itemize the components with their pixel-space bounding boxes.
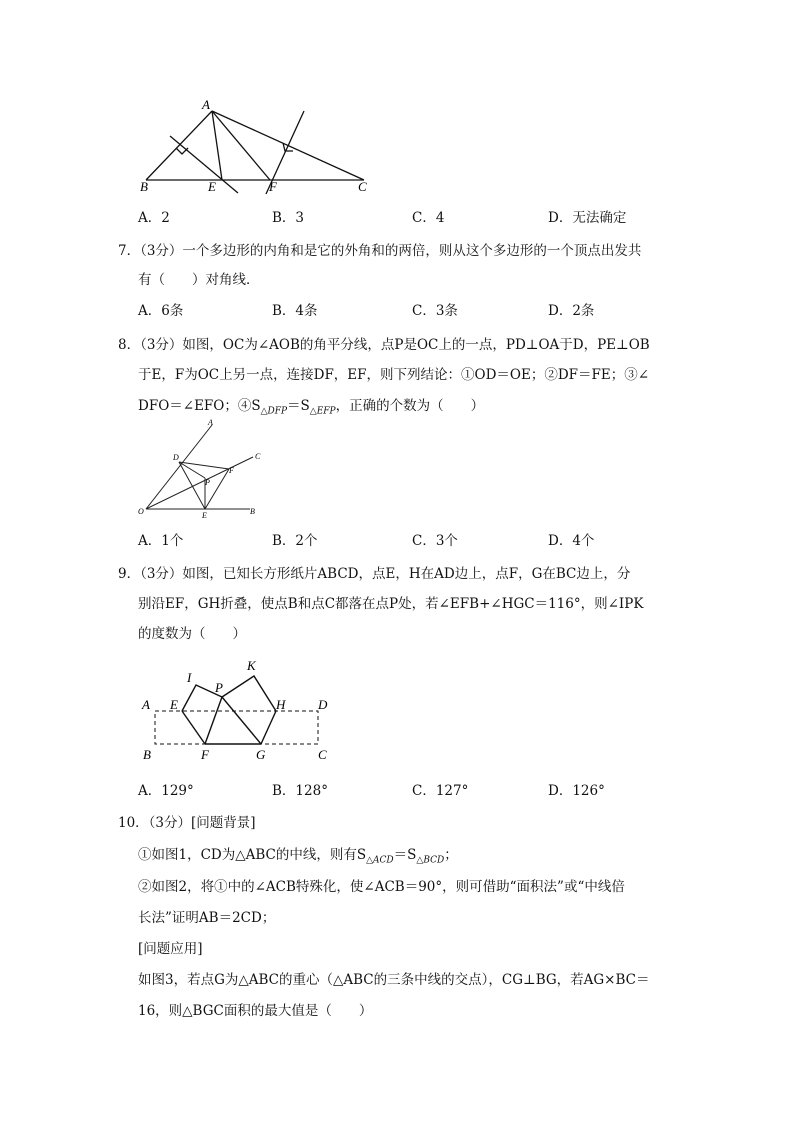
q7-option-a[interactable]: A．6条 — [138, 303, 184, 319]
fig8-label-o: O — [138, 507, 144, 516]
q9-stem-line-1: 9．（3分）如图，已知长方形纸片ABCD，点E，H在AD边上，点F，G在BC边上，分 — [118, 566, 631, 582]
fig8-label-c: C — [255, 452, 261, 461]
fig8-segment-dp — [179, 462, 205, 478]
q10-item1-end: ； — [444, 847, 458, 863]
q6-option-d[interactable]: D．无法确定 — [548, 210, 627, 226]
q7-option-c[interactable]: C．3条 — [412, 303, 458, 319]
q9-stem-line-3: 的度数为（ ） — [138, 626, 246, 642]
q10-subscript-bcd: △BCD — [416, 855, 445, 866]
fig6-segment-ac — [212, 111, 364, 180]
fig8-segment-df — [179, 462, 229, 469]
fig9-label-a: A — [142, 697, 150, 712]
fig9-rectangle-abcd — [155, 711, 318, 744]
q8-line3-start: DFO＝∠EFO；④S — [138, 398, 261, 414]
fig6-label-c: C — [358, 179, 367, 194]
q8-option-d[interactable]: D．4个 — [548, 533, 595, 549]
fig8-label-d: D — [173, 453, 179, 462]
q6-option-b[interactable]: B．3 — [272, 210, 305, 226]
q8-option-a[interactable]: A．1个 — [138, 533, 184, 549]
q10-application-line-1: 如图3，若点G为△ABC的重心（△ABC的三条中线的交点），CG⊥BG，若AG×BC＝ — [138, 972, 650, 988]
fig9-label-f: F — [201, 747, 209, 762]
fig8-segment-ef — [205, 469, 229, 509]
fig6-label-f: F — [269, 179, 277, 194]
fig6-segment-ab — [146, 111, 212, 180]
q9-option-a[interactable]: A．129° — [138, 783, 194, 799]
fig8-ray-oc — [146, 457, 253, 509]
fig8-label-b: B — [250, 507, 255, 516]
fig9-label-p: P — [215, 680, 223, 695]
q9-option-d[interactable]: D．126° — [548, 783, 605, 799]
q7-stem-line-1: 7．（3分）一个多边形的内角和是它的外角和的两倍，则从这个多边形的一个顶点出发共 — [118, 243, 642, 259]
fig6-right-angle-mark-2 — [283, 143, 293, 151]
q6-option-a[interactable]: A．2 — [138, 210, 170, 226]
q10-item-2-line-1: ②如图2，将①中的∠ACB特殊化，使∠ACB＝90°，则可借助“面积法”或“中线倍 — [138, 879, 625, 895]
fig6-right-angle-mark-1 — [176, 148, 188, 154]
q7-option-b[interactable]: B．4条 — [272, 303, 318, 319]
fig6-label-a: A — [202, 97, 210, 112]
q8-equals-s: ＝S — [287, 398, 310, 414]
q10-item1-equals: ＝S — [393, 847, 417, 863]
fig8-segment-de — [179, 462, 205, 509]
q7-option-d[interactable]: D．2条 — [548, 303, 595, 319]
q7-options — [138, 299, 698, 319]
q10-item1-start: ①如图1，CD为△ABC的中线，则有S — [138, 847, 367, 863]
fig9-segment-fp — [205, 697, 222, 744]
fig9-label-e: E — [170, 697, 178, 712]
q10-subscript-acd: △ACD — [366, 855, 394, 866]
q8-subscript-dfp: △DFP — [260, 406, 288, 417]
q9-stem-line-2: 别沿EF，GH折叠，使点B和点C都落在点P处，若∠EFB+∠HGC＝116°，则∠IPK — [138, 596, 644, 612]
fig9-segment-pg — [222, 697, 261, 744]
q10-application-heading: [问题应用] — [138, 941, 203, 957]
q9-option-b[interactable]: B．128° — [272, 783, 328, 799]
fig9-label-g: G — [256, 747, 266, 762]
q8-options — [138, 529, 698, 549]
fig8-ray-oa — [146, 425, 212, 509]
fig9-segment-ef — [182, 711, 205, 744]
q9-options — [138, 779, 698, 799]
fig9-label-k: K — [247, 658, 256, 673]
q7-stem-line-2: 有（ ）对角线． — [138, 272, 260, 288]
q6-options — [138, 206, 698, 226]
fig6-segment-af — [212, 111, 270, 180]
fig6-segment-ae — [212, 111, 222, 180]
q10-application-line-2: 16，则△BGC面积的最大值是（ ） — [138, 1003, 373, 1019]
fig6-label-e: E — [208, 179, 216, 194]
fig9-label-c: C — [318, 747, 327, 762]
q8-stem-line-3 — [138, 394, 484, 417]
fig9-segment-gh — [261, 711, 276, 744]
q9-option-c[interactable]: C．127° — [412, 783, 469, 799]
fig9-folded-right — [222, 676, 276, 711]
fig6-perp-bisector-ac — [266, 111, 304, 194]
fig9-label-i: I — [187, 670, 192, 685]
q10-item-1 — [138, 843, 458, 866]
q8-stem-line-1: 8．（3分）如图，OC为∠AOB的角平分线，点P是OC上的一点，PD⊥OA于D，PE⊥OB — [118, 337, 650, 353]
q8-stem-line-2: 于E，F为OC上另一点，连接DF，EF，则下列结论：①OD＝OE；②DF＝FE；③∠ — [138, 367, 650, 383]
q8-line3-end: ，正确的个数为（ ） — [335, 398, 485, 414]
fig6-label-b: B — [140, 179, 148, 194]
fig9-label-d: D — [318, 697, 328, 712]
fig9-label-b: B — [143, 747, 151, 762]
q8-subscript-efp: △EFP — [309, 406, 336, 417]
q10-item-2-line-2: 长法”证明AB＝2CD； — [138, 910, 276, 926]
fig6-perp-bisector-ab — [170, 136, 238, 193]
fig9-folded-left — [182, 685, 222, 711]
fig8-label-p: P — [205, 478, 210, 487]
q8-option-b[interactable]: B．2个 — [272, 533, 318, 549]
fig8-label-a: A — [208, 418, 213, 427]
fig8-label-f: F — [229, 466, 234, 475]
fig8-label-e: E — [202, 511, 207, 520]
q10-stem-line-1: 10．（3分）[问题背景] — [118, 815, 256, 831]
q8-option-c[interactable]: C．3个 — [412, 533, 458, 549]
q6-option-c[interactable]: C．4 — [412, 210, 445, 226]
fig9-label-h: H — [276, 697, 286, 712]
